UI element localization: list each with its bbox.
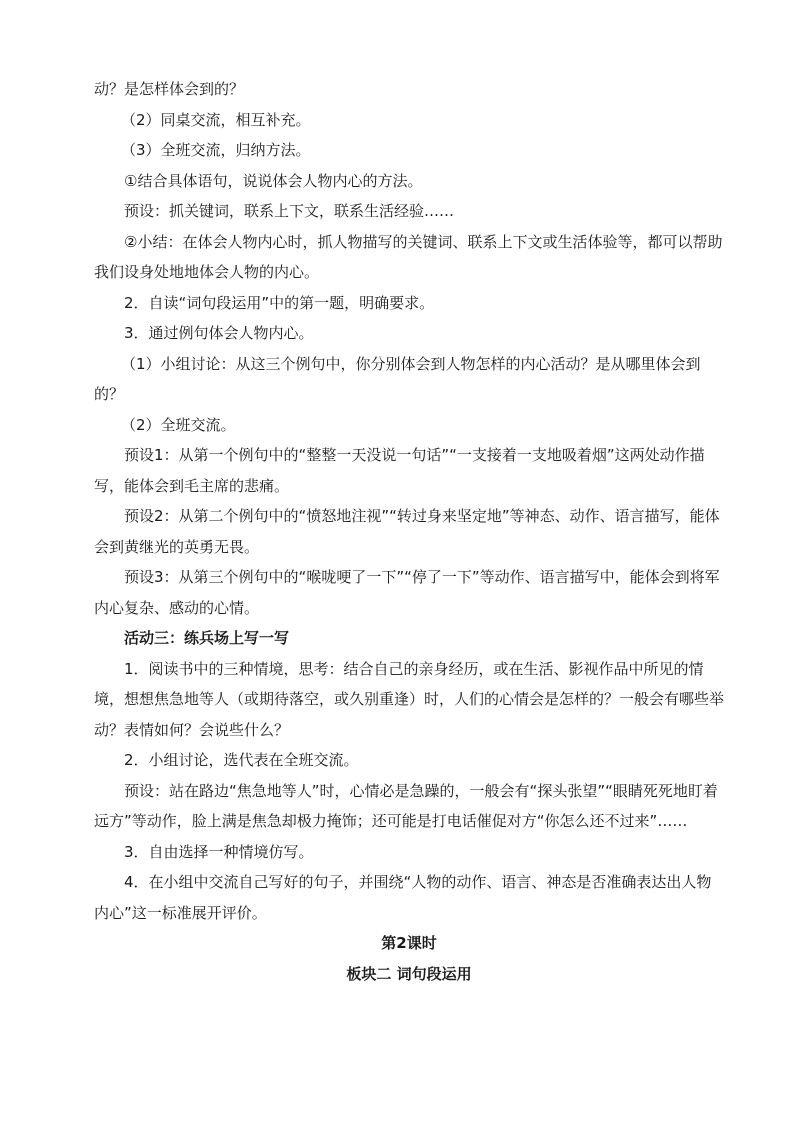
paragraph-self-read: 2．自读“词句段运用”中的第一题，明确要求。 (124, 293, 435, 312)
paragraph-class-exchange: （2）全班交流。 (121, 415, 236, 434)
paragraph-summary: ②小结：在体会人物内心时，抓人物描写的关键词、联系上下文或生活体验等，都可以帮助我们设身处地地体会人物的内心。 (94, 232, 723, 281)
paragraph-method: ①结合具体语句，说说体会人物内心的方法。 (124, 171, 423, 190)
paragraph-preset: 预设：抓关键词，联系上下文，联系生活经验…… (124, 202, 455, 220)
paragraph-evaluation: 4．在小组中交流自己写好的句子，并围绕“人物的动作、语言、神态是否准确表达出人物内心”这一标准展开评价。 (94, 873, 712, 922)
paragraph-continuation: 动？是怎样体会到的？ (94, 80, 245, 98)
section-heading: 板块二 词句段运用 (346, 964, 472, 983)
paragraph-preset-2: 预设2：从第二个例句中的“愤怒地注视”“转过身来坚定地”等神态、动作、语言描写，能体会到黄继光的英勇无畏。 (94, 507, 720, 556)
activity-heading: 活动三：练兵场上写一写 (124, 629, 290, 647)
lesson-heading: 第2课时 (381, 934, 437, 952)
paragraph-free-imitation: 3．自由选择一种情境仿写。 (124, 842, 314, 861)
document-body (94, 74, 724, 989)
paragraph-step-2: （2）同桌交流，相互补充。 (121, 110, 311, 129)
paragraph-preset-3: 预设3：从第三个例句中的“喉咙哽了一下”“停了一下”等动作、语言描写中，能体会到将军内心复杂、感动的心情。 (94, 568, 720, 617)
paragraph-preset-waiting: 预设：站在路边“焦急地等人”时，心情必是急躁的，一般会有“探头张望”“眼睛死死地盯着远方”等动作，脸上满是焦急却极力掩饰；还可能是打电话催促对方“你怎么还不过来”…… (94, 781, 718, 830)
paragraph-read-situations: 1．阅读书中的三种情境，思考：结合自己的亲身经历，或在生活、影视作品中所见的情境，想想焦急地等人（或期待落空，或久别重逢）时，人们的心情会是怎样的？一般会有哪些举动？表情如何？会说些什么？ (94, 659, 725, 739)
paragraph-group-representative: 2．小组讨论，选代表在全班交流。 (124, 751, 359, 769)
paragraph-group-discussion: （1）小组讨论：从这三个例句中，你分别体会到人物怎样的内心活动？是从哪里体会到的？ (94, 354, 701, 403)
paragraph-preset-1: 预设1：从第一个例句中的“整整一天没说一句话”“一支接着一支地吸着烟”这两处动作描写，能体会到毛主席的悲痛。 (94, 446, 705, 495)
paragraph-step-3: （3）全班交流，归纳方法。 (121, 141, 311, 159)
paragraph-example-sentences: 3．通过例句体会人物内心。 (124, 324, 314, 342)
